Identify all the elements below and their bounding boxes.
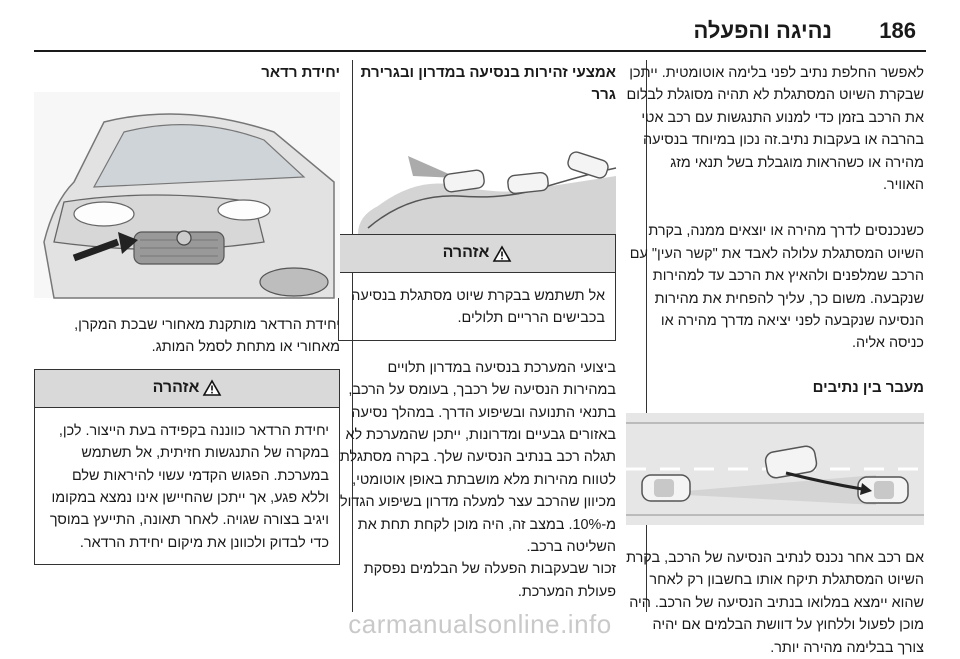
hill-driving-illustration (338, 116, 616, 234)
warning-title: אזהרה (152, 379, 200, 397)
lane-change-figure (626, 413, 924, 525)
car-front-icon (507, 172, 549, 194)
brand-logo-icon (177, 231, 191, 245)
section-heading-slopes: אמצעי זהירות בנסיעה במדרון ובגרירת גרר (360, 64, 616, 103)
warning-text: יחידת הרדאר כווננה בקפידה בעת הייצור. לכן, במקרה של התנגשות חזיתית, אל תשתמש במערכת. הפגוש הקדמי עשוי להיראות שלם וללא פגע, אך ייתכן שהחיישן אינו נמצא במקומו ויגיב בצורה שגויה. לאחר תאונה, התייעץ במוסך כדי לבדוק ולכוונן את מיקום יחידת הרדאר. (49, 422, 329, 551)
paragraph: כשנכנסים לדרך מהירה או יוצאים ממנה, בקרת השיוט המסתגלת עלולה לאבד את "קשר העין" עם הרכב שמלפנים ולהאיץ את הרכב עד למהירות שנקבעה. משום כך, עליך להפחית את מהירות הנסיעה שנקבעה לפני יציאה מדרך מהירה או כניסה אליה. (629, 223, 924, 352)
warning-header (339, 235, 615, 273)
right-column (626, 62, 924, 659)
warning-title: אזהרה (442, 244, 490, 262)
paragraph: לאפשר החלפת נתיב לפני בלימה אוטומטית. ייתכן שבקרת השיוט המסתגלת לא תהיה מסוגלת לבלום את הרכב בזמן כדי למנוע התנגשות עם רכב אטי בהרבה או בעקבות נתיב.זה נכון במיוחד בנסיעה מהירה או כשהראות מוגבלת בשל תנאי מזג האוויר. (626, 65, 924, 194)
header-rule (34, 50, 926, 52)
warning-triangle-icon (493, 246, 511, 262)
left-column (34, 62, 340, 565)
paragraph: ביצועי המערכת בנסיעה במדרון תלויים במהירות הנסיעה של רכבך, בעומס על הרכב, בתנאי התנועה ובשיפוע הדרך. במהלך נסיעה באזורים גבעיים ומדרונות, ייתכן שהמערכת לא תגלה רכב בנתיב הנסיעה שלך. בקרה מסתגלת לטווח מהירות מלא מושבתת באופן אוטומטי, מכיוון שהרכב עצר למעלה מדרון בשיפוע הגדול מ-10%. במצב זה, היה מוכן לקחת תחת את השליטה ברכב. (339, 359, 616, 556)
watermark: carmanualsonline.info (348, 609, 612, 639)
warning-header (35, 370, 339, 408)
paragraph: יחידת הרדאר מותקנת מאחורי שבכת המקרן, מאחורי או מתחת לסמל המותג. (74, 317, 340, 356)
car-front-illustration (34, 92, 340, 298)
lane-change-illustration (626, 413, 924, 525)
section-heading-lanes: מעבר בין נתיבים (812, 378, 924, 396)
warning-triangle-icon (203, 380, 221, 396)
paragraph: זכור שבעקבות הפעלה של הבלמים נפסקת פעולת המערכת. (363, 561, 616, 600)
paragraph: אם רכב אחר נכנס לנתיב הנסיעה של הרכב, בקרת השיוט המסתגלת תיקח אותו בחשבון רק לאחר שהוא יימצא במלואו בנתיב הנסיעה של הרכב. היה מוכן לפעול וללחוץ על דוושת הבלמים אם יהיה צורך בבלימה מהירה יותר. (626, 549, 924, 656)
radar-unit-figure (34, 92, 340, 298)
warning-box (34, 369, 340, 565)
middle-column (338, 62, 616, 603)
car-left-icon (642, 475, 690, 501)
section-heading-radar: יחידת רדאר (261, 64, 340, 81)
warning-box (338, 234, 616, 341)
page-number: 186 (879, 18, 916, 43)
warning-text: אל תשתמש בבקרת שיוט מסתגלת בנסיעה בכבישים הרריים תלולים. (351, 288, 605, 327)
page-title: נהיגה והפעלה (693, 18, 832, 43)
hill-figure (338, 116, 616, 234)
page-header (0, 0, 960, 48)
